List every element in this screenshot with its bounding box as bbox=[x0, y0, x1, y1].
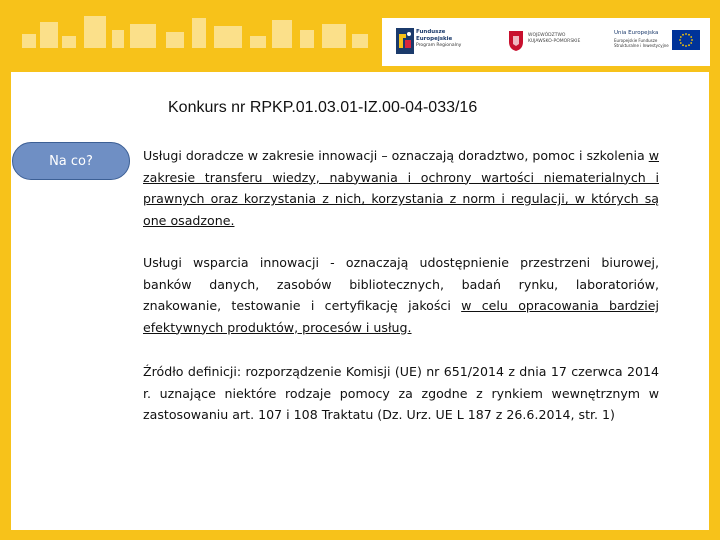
wojewodztwo-logo bbox=[508, 18, 592, 66]
coat-of-arms-icon bbox=[508, 30, 524, 52]
advisory-description: – oznaczają doradztwo, pomoc i szkolenia bbox=[377, 148, 649, 163]
page-title: Konkurs nr RPKP.01.03.01-IZ.00-04-033/16 bbox=[168, 99, 478, 116]
decoration-block bbox=[166, 32, 184, 48]
decoration-block bbox=[300, 30, 314, 48]
definition-advisory-services bbox=[143, 145, 659, 231]
support-goal: w celu opracowania bardziej efektywnych produktów, procesów i usług. bbox=[143, 298, 659, 335]
fundusze-europejskie-logo bbox=[396, 18, 476, 66]
unia-europejska-logo bbox=[614, 18, 706, 66]
advisory-scope: w zakresie transferu wiedzy, nabywania i ochrony wartości niematerialnych i prawnych oraz korzystania z nich, korzystania z norm i regulacji, w których są one osadzone. bbox=[143, 148, 660, 228]
decoration-block bbox=[112, 30, 124, 48]
fe-logo-icon bbox=[396, 28, 414, 54]
fe-logo-subtitle: Program Regionalny bbox=[416, 43, 462, 48]
eu-flag-icon bbox=[672, 30, 700, 50]
decoration-block bbox=[352, 34, 368, 48]
ue-logo-title: Unia Europejska bbox=[614, 30, 659, 36]
logo-bar bbox=[382, 18, 710, 66]
decoration-block bbox=[62, 36, 76, 48]
decoration-block bbox=[192, 18, 206, 48]
advisory-term: Usługi doradcze w zakresie innowacji bbox=[143, 148, 378, 163]
decoration-block bbox=[322, 24, 346, 48]
definition-source: Źródło definicji: rozporządzenie Komisji (UE) nr 651/2014 z dnia 17 czerwca 2014 r. uznające niektóre rodzaje pomocy za zgodne z rynkiem wewnętrznym w zastosowaniu art. 107 i 108 Traktatu (Dz. Urz. UE L 187 z 26.6.2014, str. 1) bbox=[143, 364, 659, 422]
frame-left bbox=[0, 0, 11, 540]
decoration-block bbox=[250, 36, 266, 48]
decoration-block bbox=[214, 26, 242, 48]
wojewodztwo-logo-text: WOJEWÓDZTWO KUJAWSKO-POMORSKIE bbox=[528, 33, 581, 44]
support-term: Usługi wsparcia innowacji bbox=[143, 255, 319, 270]
ue-logo-subtitle: Europejskie Fundusze Strukturalne i Inwestycyjne bbox=[614, 38, 669, 48]
fe-logo-title: Fundusze Europejskie bbox=[416, 29, 453, 42]
decoration-block bbox=[22, 34, 36, 48]
decoration-block bbox=[272, 20, 292, 48]
definition-support-services bbox=[143, 252, 659, 338]
frame-bottom bbox=[0, 530, 720, 540]
na-co-label bbox=[12, 142, 130, 180]
na-co-label-text: Na co? bbox=[49, 153, 93, 169]
decoration-block bbox=[84, 16, 106, 48]
decoration-block bbox=[130, 24, 156, 48]
support-description: - oznaczają udostępnienie przestrzeni biurowej, banków danych, zasobów bibliotecznych, badań rynku, laboratoriów, znakowanie, testowanie i certyfikację jakości bbox=[143, 255, 660, 313]
frame-right bbox=[709, 0, 720, 540]
decoration-block bbox=[40, 22, 58, 48]
